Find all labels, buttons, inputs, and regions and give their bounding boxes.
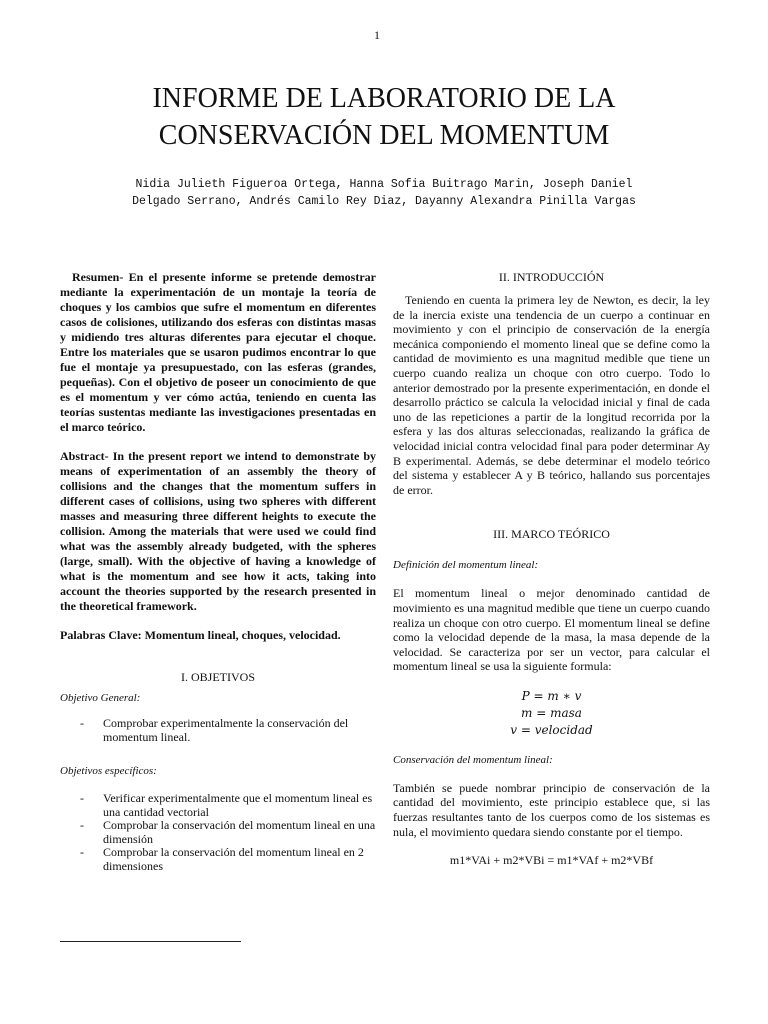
objetivo-general-list bbox=[60, 717, 376, 744]
objetivos-especificos-list bbox=[60, 792, 376, 873]
objetivo-general-label: Objetivo General: bbox=[60, 692, 141, 704]
momentum-formula bbox=[393, 688, 710, 739]
title-line-1: INFORME DE LABORATORIO DE LA bbox=[152, 83, 616, 114]
authors-line-2: Delgado Serrano, Andrés Camilo Rey Diaz, Dayanny Alexandra Pinilla Vargas bbox=[132, 195, 636, 208]
formula-line: m = masa bbox=[521, 705, 582, 720]
list-item bbox=[60, 792, 376, 819]
objetivos-especificos-label: Objetivos específicos: bbox=[60, 765, 157, 777]
list-item-text: Comprobar experimentalmente la conservación del momentum lineal. bbox=[103, 716, 349, 744]
bullet-dash: - bbox=[80, 845, 84, 859]
definicion-momentum-paragraph: El momentum lineal o mejor denominado cantidad de movimiento es una magnitud medible que tiene un cuerpo cuando realiza un choque con otro cuerpo. El momentum lineal se define como la velocidad depende de la masa, la masa depende de la velocidad. Se caracteriza por ser un vector, para calcular el momentum lineal se usa la siguiente formula: bbox=[393, 586, 710, 674]
paper-title bbox=[60, 80, 708, 154]
list-item bbox=[60, 819, 376, 846]
conservacion-momentum-paragraph: También se puede nombrar principio de conservación de la cantidad del movimiento, este principio establece que, si las fuerzas resultantes tanto de los cuerpos como de los sistemas es nula, el movimiento quedara siendo constante por el tiempo. bbox=[393, 780, 710, 839]
list-item bbox=[60, 846, 376, 873]
list-item-text: Comprobar la conservación del momentum lineal en 2 dimensiones bbox=[103, 845, 364, 873]
formula-line: P = m ∗ v bbox=[521, 688, 582, 703]
authors bbox=[60, 176, 708, 210]
resumen-paragraph: Resumen- En el presente informe se pretende demostrar mediante la experimentación de un montaje la teoría de choques y los cambios que sufre el momentum en diferentes casos de colisiones, utilizando dos esferas con distintas masas y midiendo tres alturas diferentes para ejecutar el choque. Entre los materiales que se usaron pudimos encontrar lo que fue el montaje ya presupuestado, con las esferas (grandes, pequeñas). Con el objetivo de poseer un conocimiento de que es el momentum y ver cómo actúa, teniendo en cuenta las teorías sustentas mediante las investigaciones presentadas en el marco teórico. bbox=[60, 270, 376, 434]
abstract-paragraph: Abstract- In the present report we intend to demonstrate by means of experimentation of an assembly the theory of collisions and the changes that the momentum suffers in different cases of collisions, using two spheres with different masses and measuring three different heights to execute the collision. Among the materials that were used we could find what was the assembly already budgeted, with the spheres (large, small). With the objective of having a knowledge of what is the momentum and see how it acts, taking into account the theories supported by the research presented in the theoretical framework. bbox=[60, 449, 376, 613]
objetivos-heading: I. OBJETIVOS bbox=[181, 670, 255, 684]
formula-line: v = velocidad bbox=[510, 722, 593, 737]
bullet-dash: - bbox=[80, 791, 84, 805]
list-item-text: Verificar experimentalmente que el momentum lineal es una cantidad vectorial bbox=[103, 791, 373, 819]
introduccion-heading: II. INTRODUCCIÓN bbox=[498, 270, 605, 284]
keywords: Palabras Clave: Momentum lineal, choques, velocidad. bbox=[60, 628, 341, 642]
right-column bbox=[393, 270, 710, 868]
authors-line-1: Nidia Julieth Figueroa Ortega, Hanna Sofia Buitrago Marin, Joseph Daniel bbox=[135, 178, 633, 191]
list-item bbox=[60, 717, 376, 744]
conservacion-momentum-label: Conservación del momentum lineal: bbox=[393, 753, 553, 766]
bullet-dash: - bbox=[80, 818, 84, 832]
title-line-2: CONSERVACIÓN DEL MOMENTUM bbox=[158, 120, 610, 151]
definicion-momentum-label: Definición del momentum lineal: bbox=[393, 559, 539, 572]
introduccion-paragraph: Teniendo en cuenta la primera ley de Newton, es decir, la ley de la inercia existe una tendencia de un cuerpo a continuar en movimiento y con el principio de conservación de la energía mecánica componiendo el momento lineal que se define como la cantidad de movimiento es una magnitud medible que tiene un cuerpo cuando realiza un choque con otro cuerpo. Todo lo anterior demostrado por la presente experimentación, en donde el desarrollo práctico se calcula la velocidad inicial y final de cada uno de las repeticiones a partir de la longitud recorrida por la esfera y las dos alturas seleccionadas, realizando la gráfica de velocidad inicial contra velocidad final para poder determinar Ay B experimental. Además, se debe determinar el modelo teórico del sistema y establecer A y B teórico, hallando sus porcentajes de error. bbox=[393, 293, 710, 497]
left-column bbox=[60, 270, 376, 873]
marco-teorico-heading: III. MARCO TEÓRICO bbox=[493, 527, 610, 542]
page-number: 1 bbox=[374, 28, 380, 42]
bullet-dash: - bbox=[80, 716, 84, 730]
footnote-divider bbox=[60, 941, 241, 942]
conservation-equation: m1*VAi + m2*VBi = m1*VAf + m2*VBf bbox=[449, 853, 654, 868]
list-item-text: Comprobar la conservación del momentum lineal en una dimensión bbox=[103, 818, 376, 846]
